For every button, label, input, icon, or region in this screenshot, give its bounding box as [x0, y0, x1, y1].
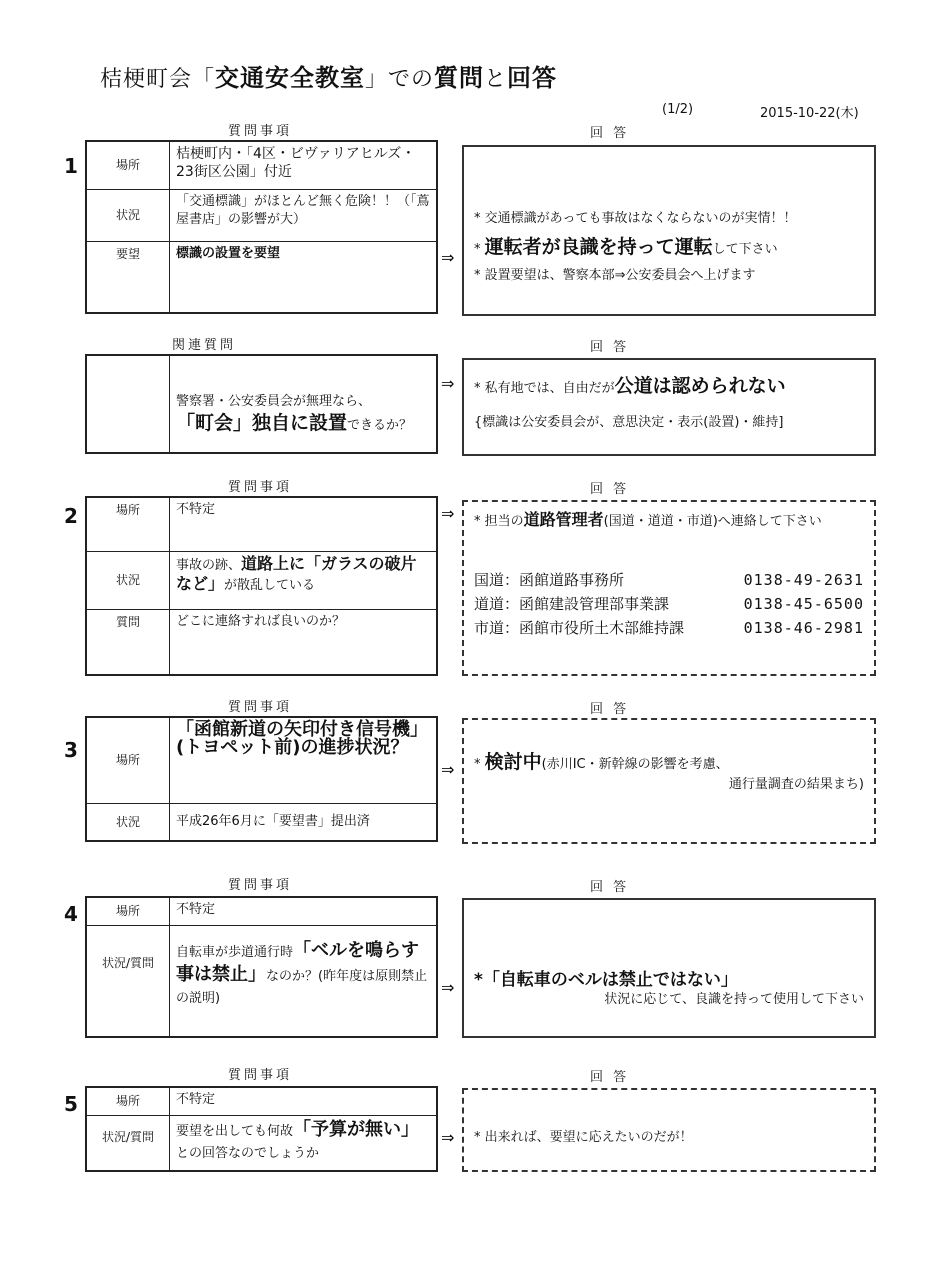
label-place-2: 場所 [86, 497, 170, 551]
q3-answer-rest2: 通行量調査の結果まち) [728, 777, 864, 792]
arrow-4: ⇒ [441, 978, 455, 997]
header-question-3: 質問事項 [228, 700, 293, 715]
label-request: 要望 [86, 241, 170, 313]
tel-number-prefecture: 0138-45-6500 [743, 595, 864, 613]
q4-status-bold: 「ベルを鳴らす事は禁止」 [176, 939, 420, 985]
page-title [100, 58, 557, 93]
q2-status-rest: が散乱している [224, 577, 316, 593]
rel-answer-pre: * 私有地では、自由だが [474, 381, 615, 396]
rel-answer-bold: 公道は認められない [614, 375, 786, 397]
q5-status-pre: 要望を出しても何故 [176, 1123, 294, 1139]
q2-status-pre: 事故の跡、 [176, 557, 242, 573]
answer-box-4 [462, 898, 876, 1038]
header-answer-4: 回 答 [590, 880, 630, 895]
header-question-2: 質問事項 [228, 480, 293, 495]
title-prefix: 桔梗町会「 [100, 67, 216, 92]
rel-line1: 警察署・公安委員会が無理なら、 [176, 393, 372, 409]
tel-number-national: 0138-49-2631 [743, 571, 864, 589]
q1-place: 桔梗町内・「4区・ビヴァリアヒルズ・23街区公園」付近 [170, 141, 438, 189]
q1-answer-bold: 運転者が良識を持って運転 [484, 236, 713, 258]
label-status-q-4: 状況/質問 [86, 925, 170, 1037]
item-number-2: 2 [64, 504, 78, 528]
q5-place: 不特定 [170, 1087, 438, 1115]
label-status: 状況 [86, 189, 170, 241]
q1-status: 「交通標識」がほとんど無く危険！！（「蔦屋書店」の影響が大） [170, 189, 438, 241]
tel-name-national: 国道：函館道路事務所 [474, 571, 625, 589]
answer-box-related [462, 358, 876, 456]
page-number: (1/2) [662, 102, 694, 117]
header-question-4: 質問事項 [228, 878, 293, 893]
question-table-4 [85, 896, 438, 1038]
q1-request: 標識の設置を要望 [170, 241, 438, 313]
q5-status-bold: 「予算が無い」 [293, 1118, 420, 1140]
rel-line2-rest: できるか？ [347, 417, 413, 433]
tel-name-prefecture: 道道：函館建設管理部事業課 [474, 595, 670, 613]
q1-answer-3: * 設置要望は、警察本部⇒公安委員会へ上げます [474, 268, 756, 283]
arrow-5: ⇒ [441, 1128, 455, 1147]
q1-answer-star: * [474, 242, 481, 257]
arrow-2: ⇒ [441, 504, 455, 523]
question-table-3 [85, 716, 438, 842]
item-number-5: 5 [64, 1092, 78, 1116]
q2-answer-pre: * 担当の [474, 514, 524, 529]
question-table-related [85, 354, 438, 454]
label-status-3: 状況 [86, 803, 170, 841]
rel-line2-bold: 「町会」独自に設置 [176, 411, 348, 434]
question-table-1 [85, 140, 438, 314]
related-label-empty [86, 355, 170, 453]
question-table-2 [85, 496, 438, 676]
item-number-1: 1 [64, 154, 78, 178]
q2-answer-rest: (国道・道道・市道)へ連絡して下さい [603, 514, 822, 529]
q2-answer-bold: 道路管理者 [523, 510, 604, 529]
arrow-3: ⇒ [441, 760, 455, 779]
q4-answer-rest: 状況に応じて、良識を持って使用して下さい [604, 992, 864, 1007]
q3-place: 「函館新道の矢印付き信号機」(トヨペット前)の進捗状況？ [170, 717, 438, 803]
tel-name-city: 市道：函館市役所土木部維持課 [474, 619, 685, 637]
title-mid: 」での [365, 67, 435, 92]
answer-box-3 [462, 718, 876, 844]
label-status-q-5: 状況/質問 [86, 1115, 170, 1171]
header-answer-5: 回 答 [590, 1070, 630, 1085]
q3-answer-pre: * [474, 757, 485, 772]
q1-answer-1: * 交通標識があっても事故はなくならないのが実情！！ [474, 211, 797, 226]
title-question: 質問 [434, 64, 485, 92]
q5-answer: * 出来れば、要望に応えたいのだが！ [474, 1130, 693, 1145]
tel-row-city [474, 616, 864, 640]
header-answer-3: 回 答 [590, 702, 630, 717]
label-place-3: 場所 [86, 717, 170, 803]
header-answer-1: 回 答 [590, 126, 630, 141]
answer-box-2 [462, 500, 876, 676]
answer-box-5 [462, 1088, 876, 1172]
q2-place: 不特定 [170, 497, 438, 551]
q4-status-pre: 自転車が歩道通行時 [176, 944, 294, 960]
q3-status: 平成26年6月に「要望書」提出済 [170, 803, 438, 841]
header-answer-rel: 回 答 [590, 340, 630, 355]
tel-row-national [474, 568, 864, 592]
q2-question: どこに連絡すれば良いのか？ [170, 609, 438, 675]
header-related: 関連質問 [172, 338, 237, 353]
q3-answer-rest1: (赤川IC・新幹線の影響を考慮、 [541, 757, 729, 772]
item-number-4: 4 [64, 902, 78, 926]
tel-number-city: 0138-46-2981 [743, 619, 864, 637]
item-number-3: 3 [64, 738, 78, 762]
title-answer: 回答 [507, 64, 558, 92]
date: 2015-10-22(木) [760, 106, 859, 121]
header-question-5: 質問事項 [228, 1068, 293, 1083]
label-place: 場所 [86, 141, 170, 189]
label-question-2: 質問 [86, 609, 170, 675]
question-table-5 [85, 1086, 438, 1172]
header-answer-2: 回 答 [590, 482, 630, 497]
title-to: と [484, 67, 508, 92]
title-bold: 交通安全教室 [215, 64, 366, 92]
answer-box-1 [462, 145, 876, 316]
q2-status-bold: 道路上に「ガラスの破片など」 [176, 553, 417, 593]
label-place-4: 場所 [86, 897, 170, 925]
q5-status-rest: との回答なのでしょうか [176, 1145, 320, 1161]
q1-answer-rest: して下さい [712, 242, 778, 257]
q4-answer-bold: *「自転車のベルは禁止ではない」 [474, 970, 738, 990]
header-question-1: 質問事項 [228, 124, 293, 139]
tel-row-prefecture [474, 592, 864, 616]
arrow-rel: ⇒ [441, 374, 455, 393]
arrow-1: ⇒ [441, 248, 455, 267]
q4-place: 不特定 [170, 897, 438, 925]
label-place-5: 場所 [86, 1087, 170, 1115]
rel-answer-2: {標識は公安委員会が、意思決定・表示(設置)・維持] [474, 415, 784, 430]
q3-answer-bold: 検討中 [484, 751, 542, 773]
label-status-2: 状況 [86, 551, 170, 609]
q4-status-rest: なのか？(昨年度は原則禁止の説明) [176, 968, 428, 1006]
